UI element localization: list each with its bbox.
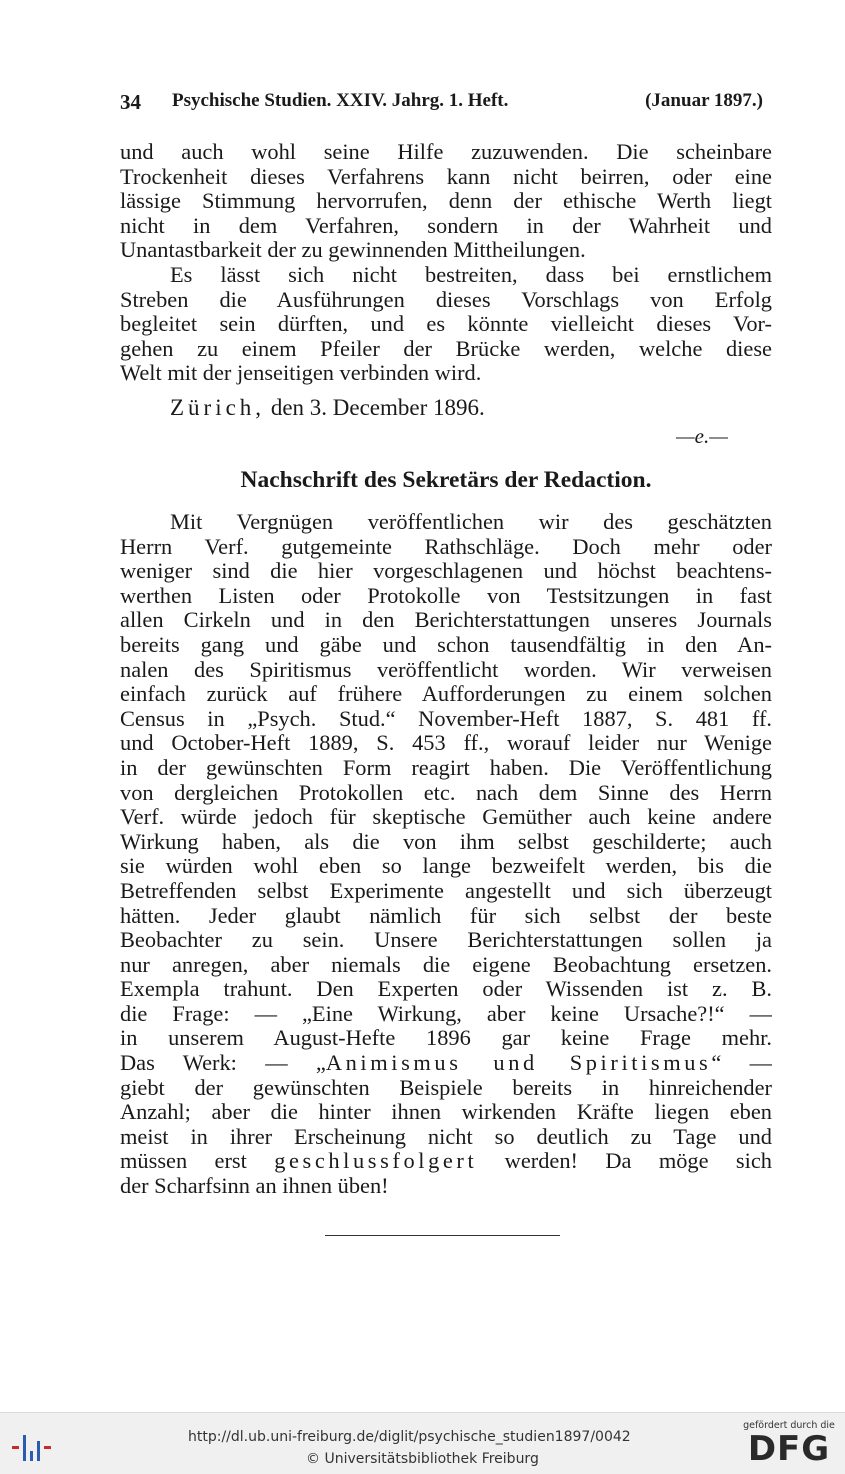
- date: den 3. December 1896.: [270, 395, 485, 420]
- muessen-spaced: geschlussfolgert: [274, 1149, 478, 1174]
- text-line: Census in „Psych. Stud.“ November-Heft 1887, S. 481 ff.: [120, 706, 772, 731]
- muessen-suffix: werden! Da möge sich: [477, 1149, 772, 1174]
- text-line: hätten. Jeder glaubt nämlich für sich selbst der beste: [120, 903, 772, 928]
- werk-prefix: Das Werk: — „: [120, 1051, 326, 1076]
- text-line: weniger sind die hier vorgeschlagenen und höchst beachtens-: [120, 559, 772, 584]
- signature: —e.—: [676, 424, 728, 448]
- text-line: der Scharfsinn an ihnen üben!: [120, 1174, 389, 1199]
- text-line: von dergleichen Protokollen etc. nach dem Sinne des Herrn: [120, 780, 772, 805]
- text-line: in unserem August-Hefte 1896 gar keine Frage mehr.: [120, 1026, 772, 1051]
- copyright-notice: © Universitätsbibliothek Freiburg: [306, 1451, 539, 1467]
- issue-date: (Januar 1897.): [645, 90, 763, 111]
- text-line: Unantastbarkeit der zu gewinnenden Mittheilungen.: [120, 238, 586, 263]
- place-date-line: [170, 395, 485, 421]
- werk-suffix: “ —: [711, 1051, 772, 1076]
- text-line: Wirkung haben, als die von ihm selbst geschilderte; auch: [120, 829, 772, 854]
- text-line: nicht in dem Verfahren, sondern in der Wahrheit und: [120, 213, 772, 238]
- text-line: die Frage: — „Eine Wirkung, aber keine Ursache?!“ —: [120, 1001, 772, 1026]
- text-line-werk: [120, 1051, 772, 1076]
- text-line: giebt der gewünschten Beispiele bereits in hinreichender: [120, 1075, 772, 1100]
- text-line: allen Cirkeln und in den Berichterstattungen unseres Journals: [120, 608, 772, 633]
- viewer-footer: [0, 1412, 845, 1474]
- dfg-wordmark: DFG: [747, 1429, 831, 1469]
- dfg-funded-by: gefördert durch die: [743, 1420, 835, 1431]
- place: Zürich,: [170, 395, 266, 420]
- text-line: Herrn Verf. gutgemeinte Rathschläge. Doch mehr oder: [120, 534, 772, 559]
- text-line: werthen Listen oder Protokolle von Testsitzungen in fast: [120, 583, 772, 608]
- text-line: bereits gang und gäbe und schon tausendfältig in den An-: [120, 632, 772, 657]
- text-line: einfach zurück auf frühere Aufforderungen zu einem solchen: [120, 682, 772, 707]
- text-line: Anzahl; aber die hinter ihnen wirkenden Kräfte liegen eben: [120, 1100, 772, 1125]
- dfg-logo: [743, 1420, 835, 1468]
- text-line-muessen: [120, 1149, 772, 1174]
- text-line: Es lässt sich nicht bestreiten, dass bei ernstlichem: [170, 262, 772, 287]
- text-line: Streben die Ausführungen dieses Vorschlags von Erfolg: [120, 287, 772, 312]
- journal-title: Psychische Studien. XXIV. Jahrg. 1. Heft.: [172, 90, 509, 111]
- text-line: nalen des Spiritismus veröffentlicht worden. Wir verweisen: [120, 657, 772, 682]
- text-line: Beobachter zu sein. Unsere Berichterstattungen sollen ja: [120, 928, 772, 953]
- text-line: Verf. würde jedoch für skeptische Gemüther auch keine andere: [120, 805, 772, 830]
- permalink-url[interactable]: http://dl.ub.uni-freiburg.de/diglit/psychische_studien1897/0042: [188, 1429, 631, 1445]
- text-line: sie würden wohl eben so lange bezweifelt werden, bis die: [120, 854, 772, 879]
- end-rule: [325, 1235, 560, 1236]
- paragraph-postscript: [120, 510, 772, 1199]
- ub-freiburg-logo-icon: [10, 1431, 54, 1465]
- werk-title: Animismus und Spiritismus: [325, 1051, 712, 1076]
- section-heading: Nachschrift des Sekretärs der Redaction.: [240, 467, 652, 493]
- text-line: lässige Stimmung hervorrufen, denn der ethische Werth liegt: [120, 189, 772, 214]
- text-line: und auch wohl seine Hilfe zuzuwenden. Die scheinbare: [120, 140, 772, 164]
- text-line: und October-Heft 1889, S. 453 ff., worauf leider nur Wenige: [120, 731, 772, 756]
- text-line: meist in ihrer Erscheinung nicht so deutlich zu Tage und: [120, 1124, 772, 1149]
- text-line: Betreffenden selbst Experimente angestellt und sich überzeugt: [120, 878, 772, 903]
- text-line: begleitet sein dürften, und es könnte vielleicht dieses Vor-: [120, 312, 772, 337]
- paragraph-1: [120, 140, 772, 386]
- text-line: Exempla trahunt. Den Experten oder Wissenden ist z. B.: [120, 977, 772, 1002]
- page-number: 34: [120, 90, 141, 114]
- text-line: nur anregen, aber niemals die eigene Beobachtung ersetzen.: [120, 952, 772, 977]
- text-line: Welt mit der jenseitigen verbinden wird.: [120, 361, 482, 386]
- text-line: Trockenheit dieses Verfahrens kann nicht beirren, oder eine: [120, 164, 772, 189]
- muessen-prefix: müssen erst: [120, 1149, 275, 1174]
- running-header: [120, 90, 775, 116]
- text-line: Mit Vergnügen veröffentlichen wir des geschätzten: [170, 510, 772, 534]
- text-line: in der gewünschten Form reagirt haben. Die Veröffentlichung: [120, 755, 772, 780]
- text-line: gehen zu einem Pfeiler der Brücke werden, welche diese: [120, 336, 772, 361]
